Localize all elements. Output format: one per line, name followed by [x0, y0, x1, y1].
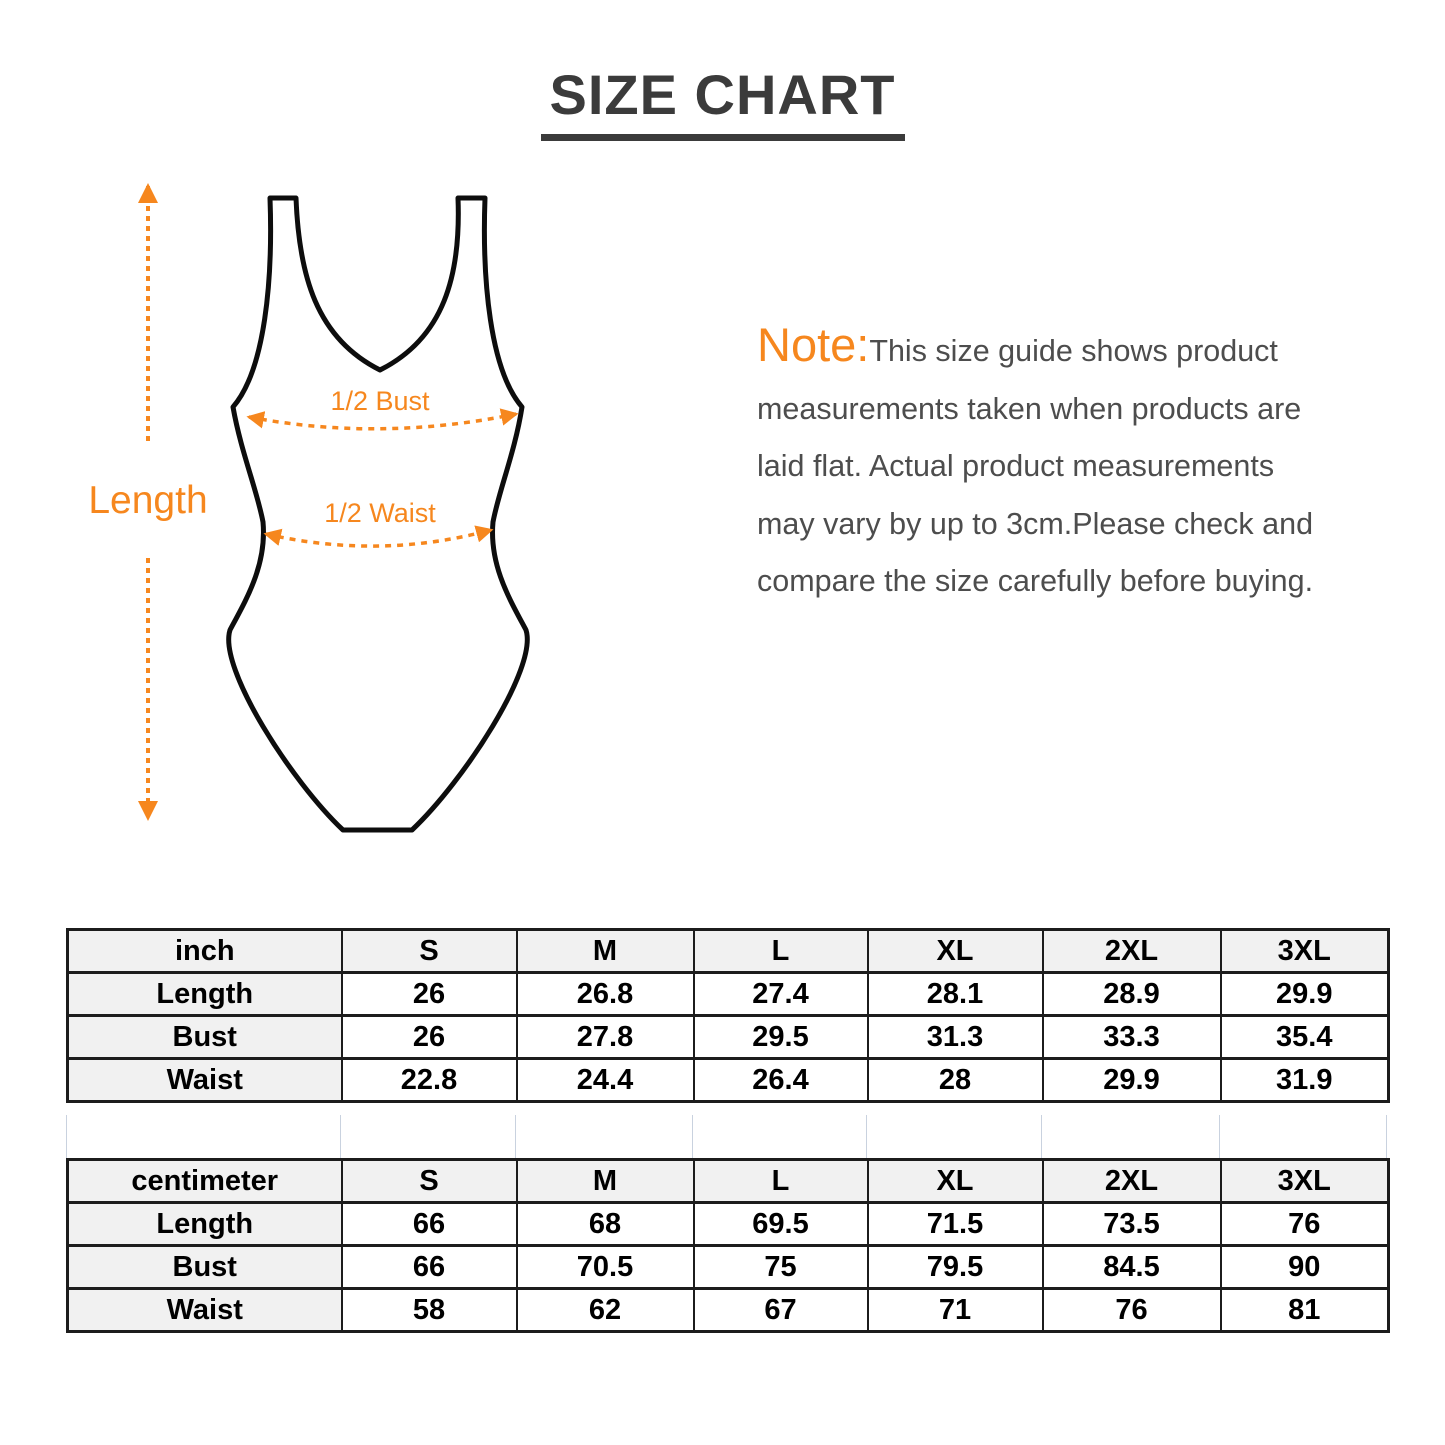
size-column-header: 3XL [1221, 930, 1389, 973]
row-label-cell: Waist [68, 1289, 342, 1332]
measurement-row [68, 973, 1389, 1016]
value-cell: 28 [868, 1059, 1043, 1102]
row-label-cell: Length [68, 1203, 342, 1246]
waist-label: 1/2 Waist [324, 498, 436, 528]
note-line: may vary by up to 3cm.Please check and [757, 506, 1314, 541]
value-cell: 76 [1043, 1289, 1221, 1332]
value-cell: 31.3 [868, 1016, 1043, 1059]
value-cell: 29.9 [1221, 973, 1389, 1016]
value-cell: 33.3 [1043, 1016, 1221, 1059]
size-column-header: XL [868, 930, 1043, 973]
size-column-header: S [342, 930, 517, 973]
note-line: measurements taken when products are [757, 391, 1302, 426]
note-paragraph [757, 316, 1417, 611]
row-label-cell: Bust [68, 1016, 342, 1059]
measurement-row [68, 1289, 1389, 1332]
value-cell: 29.5 [694, 1016, 868, 1059]
value-cell: 67 [694, 1289, 868, 1332]
row-label-cell: Length [68, 973, 342, 1016]
value-cell: 68 [517, 1203, 694, 1246]
value-cell: 81 [1221, 1289, 1389, 1332]
value-cell: 69.5 [694, 1203, 868, 1246]
value-cell: 26 [342, 973, 517, 1016]
size-column-header: 2XL [1043, 1160, 1221, 1203]
size-column-header: M [517, 1160, 694, 1203]
value-cell: 29.9 [1043, 1059, 1221, 1102]
row-label-cell: Bust [68, 1246, 342, 1289]
value-cell: 27.8 [517, 1016, 694, 1059]
note-text: This size guide shows product [869, 334, 1278, 368]
value-cell: 76 [1221, 1203, 1389, 1246]
value-cell: 58 [342, 1289, 517, 1332]
value-cell: 66 [342, 1246, 517, 1289]
gridline [66, 1115, 67, 1158]
measurement-row [68, 1246, 1389, 1289]
measurement-row [68, 1203, 1389, 1246]
size-column-header: L [694, 1160, 868, 1203]
value-cell: 84.5 [1043, 1246, 1221, 1289]
gridline [866, 1115, 867, 1158]
unit-header-cell: inch [68, 930, 342, 973]
size-column-header: 2XL [1043, 930, 1221, 973]
unit-header-cell: centimeter [68, 1160, 342, 1203]
centimeter-size-table [66, 1158, 1390, 1333]
value-cell: 28.1 [868, 973, 1043, 1016]
value-cell: 28.9 [1043, 973, 1221, 1016]
size-column-header: M [517, 930, 694, 973]
gridline [340, 1115, 341, 1158]
value-cell: 66 [342, 1203, 517, 1246]
inch-size-table [66, 928, 1390, 1103]
bust-label: 1/2 Bust [330, 386, 430, 416]
value-cell: 71 [868, 1289, 1043, 1332]
size-column-header: XL [868, 1160, 1043, 1203]
gridline [1386, 1115, 1387, 1158]
measurement-row [68, 1059, 1389, 1102]
gridline [515, 1115, 516, 1158]
value-cell: 31.9 [1221, 1059, 1389, 1102]
note-label: Note: [757, 318, 870, 371]
size-column-header: 3XL [1221, 1160, 1389, 1203]
value-cell: 71.5 [868, 1203, 1043, 1246]
gridline [1219, 1115, 1220, 1158]
value-cell: 35.4 [1221, 1016, 1389, 1059]
page-title: SIZE CHART [541, 62, 905, 141]
gridline [692, 1115, 693, 1158]
swimsuit-measurement-diagram [60, 170, 560, 850]
value-cell: 26.8 [517, 973, 694, 1016]
value-cell: 90 [1221, 1246, 1389, 1289]
title-wrap [0, 62, 1445, 141]
note-line: laid flat. Actual product measurements [757, 449, 1275, 483]
note-line [757, 316, 1417, 381]
value-cell: 27.4 [694, 973, 868, 1016]
value-cell: 26.4 [694, 1059, 868, 1102]
gridline [1041, 1115, 1042, 1158]
header-row [68, 930, 1389, 973]
size-column-header: L [694, 930, 868, 973]
value-cell: 26 [342, 1016, 517, 1059]
header-row [68, 1160, 1389, 1203]
row-label-cell: Waist [68, 1059, 342, 1102]
length-label: Length [88, 479, 208, 522]
value-cell: 79.5 [868, 1246, 1043, 1289]
value-cell: 75 [694, 1246, 868, 1289]
value-cell: 73.5 [1043, 1203, 1221, 1246]
value-cell: 22.8 [342, 1059, 517, 1102]
value-cell: 70.5 [517, 1246, 694, 1289]
value-cell: 24.4 [517, 1059, 694, 1102]
size-column-header: S [342, 1160, 517, 1203]
value-cell: 62 [517, 1289, 694, 1332]
note-line: compare the size carefully before buying. [757, 564, 1314, 598]
measurement-row [68, 1016, 1389, 1059]
